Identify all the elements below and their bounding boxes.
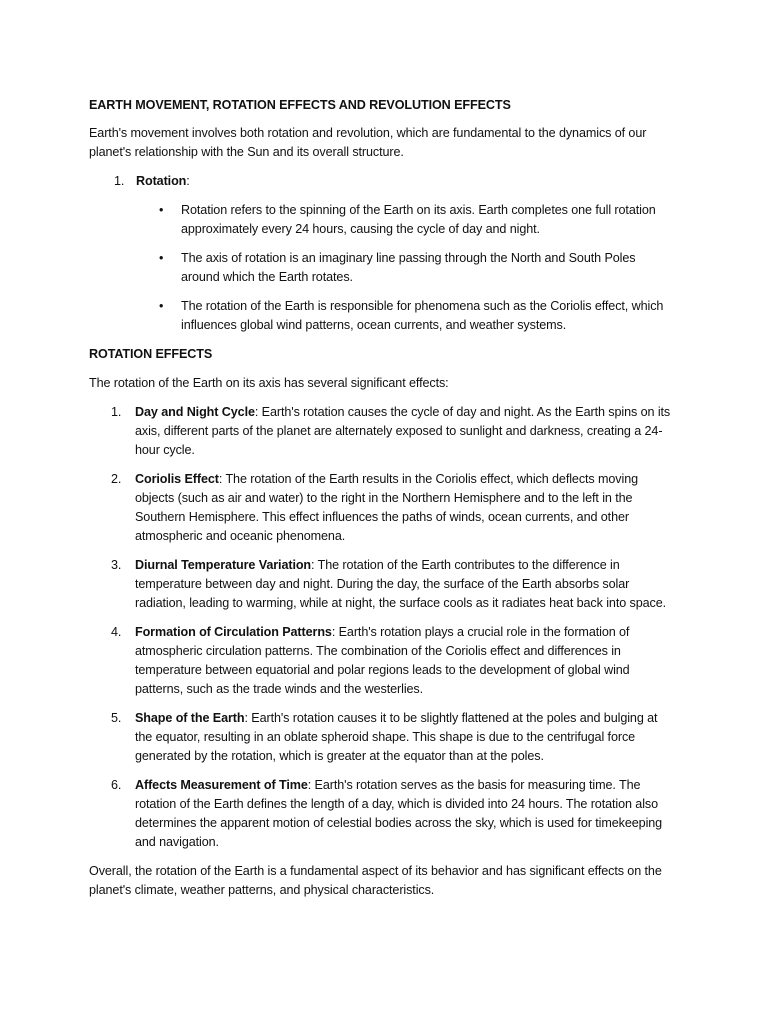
item-number: 4. (111, 625, 122, 639)
item-text: : Earth's rotation serves as the basis for measuring time. The rotation of the Earth defines the length of a day, which is divided into 24 hours. The rotation also determines the apparent motion of celestial bodies across the sky, which is used for timekeeping and navigation. (135, 778, 663, 849)
section-heading-rotation (89, 172, 674, 191)
item-text: : The rotation of the Earth results in the Coriolis effect, which deflects moving objects (such as air and water) to the right in the Northern Hemisphere and to the left in the Southern Hemisphere. This effect influences the paths of winds, ocean currents, and other atmospheric and oceanic phenomena. (135, 472, 639, 543)
list-item (89, 623, 674, 699)
item-number: 5. (111, 711, 122, 725)
item-term: Diurnal Temperature Variation (135, 558, 312, 572)
rotation-effects-lead: The rotation of the Earth on its axis has several significant effects: (89, 376, 449, 390)
list-item (89, 556, 674, 613)
bullet-text: The axis of rotation is an imaginary line passing through the North and South Poles around which the Earth rotates. (181, 251, 636, 284)
section-label-suffix: : (186, 174, 190, 188)
item-text: : Earth's rotation plays a crucial role in the formation of atmospheric circulation patterns. The combination of the Coriolis effect and differences in temperature between equatorial and polar regions leads to the development of global wind patterns, such as the trade winds and the westerlies. (135, 625, 630, 696)
section-label: Rotation (136, 174, 187, 188)
rotation-effects-list (89, 403, 674, 852)
item-term: Formation of Circulation Patterns (135, 625, 332, 639)
list-item (89, 776, 674, 852)
list-item (89, 249, 674, 287)
list-item (89, 297, 674, 335)
list-item (89, 201, 674, 239)
closing-paragraph: Overall, the rotation of the Earth is a fundamental aspect of its behavior and has significant effects on the planet's climate, weather patterns, and physical characteristics. (89, 864, 662, 897)
intro-paragraph: Earth's movement involves both rotation and revolution, which are fundamental to the dynamics of our planet's relationship with the Sun and its overall structure. (89, 126, 647, 159)
bullet-text: The rotation of the Earth is responsible for phenomena such as the Coriolis effect, which influences global wind patterns, ocean currents, and weather systems. (181, 299, 664, 332)
item-text: : The rotation of the Earth contributes to the difference in temperature between day and night. During the day, the surface of the Earth absorbs solar radiation, leading to warming, while at night, the surface cools as it radiates heat back into space. (135, 558, 667, 610)
item-number: 3. (111, 558, 122, 572)
item-number: 1. (111, 405, 122, 419)
list-item (89, 403, 674, 460)
item-term: Shape of the Earth (135, 711, 245, 725)
rotation-bullet-list (89, 201, 674, 335)
list-item (89, 709, 674, 766)
item-term: Day and Night Cycle (135, 405, 255, 419)
list-item (89, 470, 674, 546)
item-term: Coriolis Effect (135, 472, 219, 486)
bullet-icon: • (159, 203, 164, 217)
bullet-icon: • (159, 299, 164, 313)
rotation-effects-heading: ROTATION EFFECTS (89, 347, 213, 361)
bullet-text: Rotation refers to the spinning of the Earth on its axis. Earth completes one full rotation approximately every 24 hours, causing the cycle of day and night. (181, 203, 656, 236)
document-page (89, 96, 674, 900)
item-text: : Earth's rotation causes the cycle of day and night. As the Earth spins on its axis, different parts of the planet are alternately exposed to sunlight and darkness, creating a 24-hour cycle. (135, 405, 671, 457)
bullet-icon: • (159, 251, 164, 265)
item-number: 6. (111, 778, 122, 792)
item-term: Affects Measurement of Time (135, 778, 308, 792)
document-title: EARTH MOVEMENT, ROTATION EFFECTS AND REVOLUTION EFFECTS (89, 98, 511, 112)
item-number: 2. (111, 472, 122, 486)
item-text: : Earth's rotation causes it to be slightly flattened at the poles and bulging at the equator, resulting in an oblate spheroid shape. This shape is due to the centrifugal force generated by the rotation, which is greater at the equator than at the poles. (135, 711, 658, 763)
section-number: 1. (114, 174, 125, 188)
